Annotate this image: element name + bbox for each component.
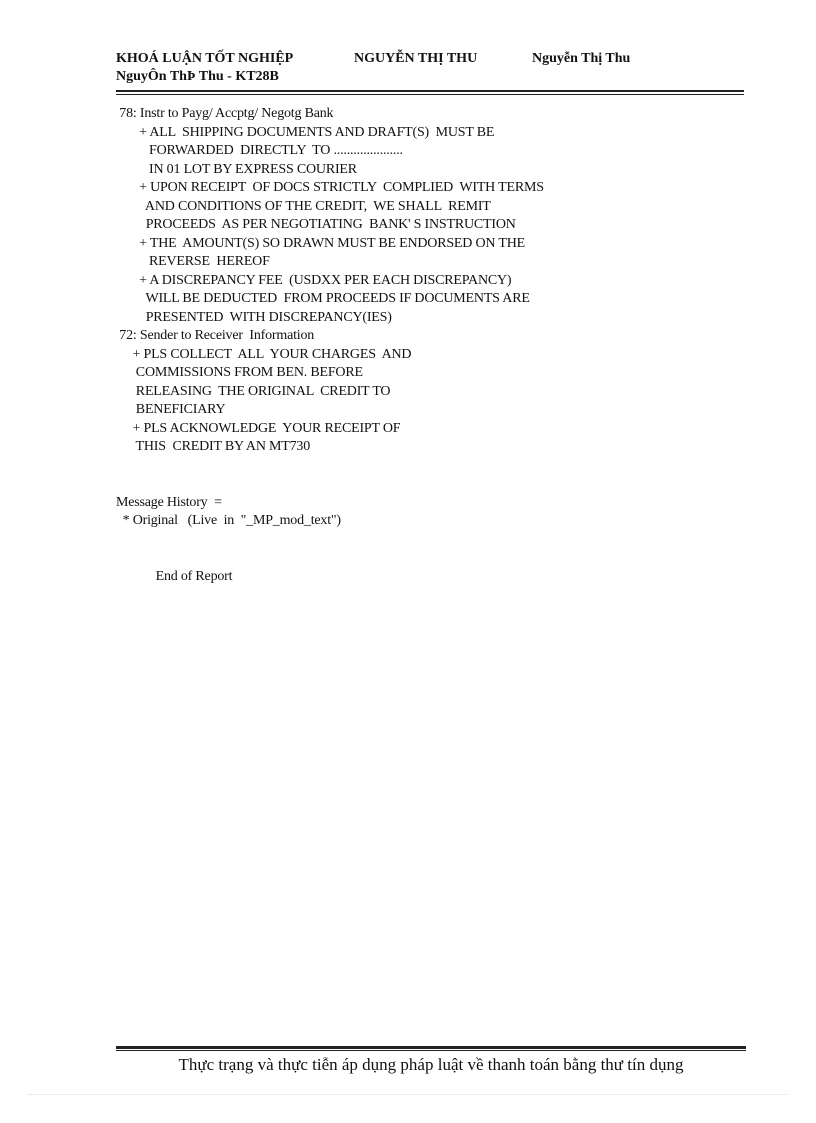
body-line: 78: Instr to Payg/ Accptg/ Negotg Bank <box>116 106 334 121</box>
body-line: + A DISCREPANCY FEE (USDXX PER EACH DISCREPANCY) <box>116 272 512 288</box>
body-line: BENEFICIARY <box>116 402 226 417</box>
body-line: REVERSE HEREOF <box>116 254 270 269</box>
footer-title: Thực trạng và thực tiễn áp dụng pháp luật về thanh toán bằng thư tín dụng <box>178 1055 684 1074</box>
footer-rule <box>116 1046 746 1051</box>
body-line: 72: Sender to Receiver Information <box>116 328 315 343</box>
body-line: COMMISSIONS FROM BEN. BEFORE <box>116 365 363 380</box>
header-right: Nguyễn Thị Thu <box>532 51 631 66</box>
body-line: FORWARDED DIRECTLY TO ..................... <box>116 143 403 158</box>
header-line-1 <box>116 50 744 68</box>
body-line <box>116 457 716 476</box>
body-line: Message History = <box>116 494 222 510</box>
header-rule <box>116 90 744 95</box>
body-line: AND CONDITIONS OF THE CREDIT, WE SHALL REMIT <box>116 198 491 214</box>
body-line: + PLS ACKNOWLEDGE YOUR RECEIPT OF <box>116 420 401 436</box>
page-header <box>116 50 744 86</box>
body-line: PROCEEDS AS PER NEGOTIATING BANK' S INSTRUCTION <box>116 217 516 232</box>
body-line: IN 01 LOT BY EXPRESS COURIER <box>116 161 357 177</box>
header-left: KHOÁ LUẬN TỐT NGHIỆP <box>116 51 294 66</box>
body-line: RELEASING THE ORIGINAL CREDIT TO <box>116 383 391 399</box>
body-line: PRESENTED WITH DISCREPANCY(IES) <box>116 309 392 325</box>
bottom-border <box>28 1094 788 1095</box>
body-line: + ALL SHIPPING DOCUMENTS AND DRAFT(S) MUST BE <box>116 124 495 140</box>
body-line <box>116 549 716 568</box>
body-line: + PLS COLLECT ALL YOUR CHARGES AND <box>116 346 412 362</box>
body-line: + THE AMOUNT(S) SO DRAWN MUST BE ENDORSED ON THE <box>116 235 525 251</box>
body-line: + UPON RECEIPT OF DOCS STRICTLY COMPLIED WITH TERMS <box>116 180 544 195</box>
header-center: NGUYỄN THỊ THU <box>354 51 478 66</box>
body-line: THIS CREDIT BY AN MT730 <box>116 439 311 454</box>
body-line: WILL BE DEDUCTED FROM PROCEEDS IF DOCUMENTS ARE <box>116 291 530 306</box>
message-body <box>116 105 716 586</box>
body-line <box>116 531 716 550</box>
body-line: End of Report <box>116 568 233 584</box>
body-line <box>116 475 716 494</box>
header-line-2: NguyÔn ThÞ Thu - KT28B <box>116 69 279 84</box>
body-line: * Original (Live in "_MP_mod_text") <box>116 513 341 528</box>
